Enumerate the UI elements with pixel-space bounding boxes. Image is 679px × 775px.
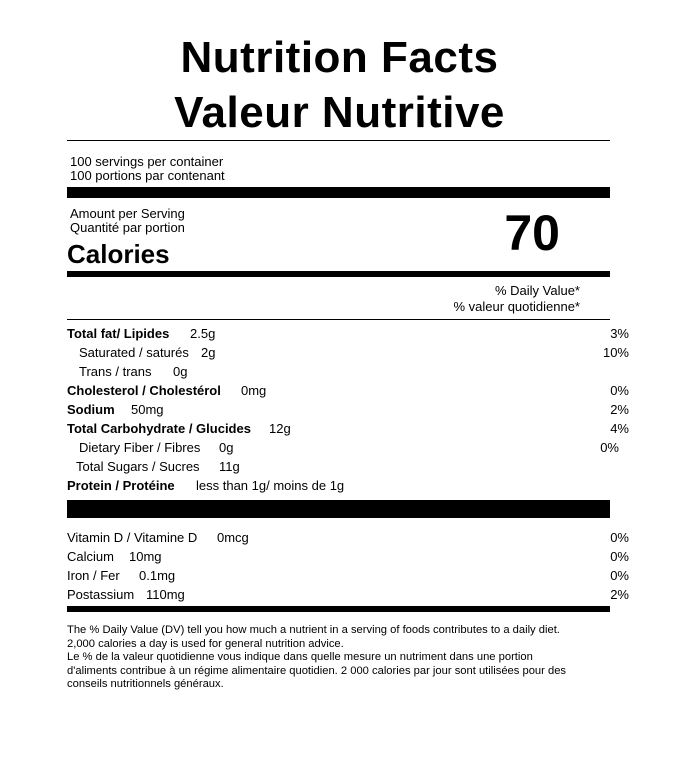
vitamin-percent: 0% (610, 530, 629, 545)
nutrient-percent: 0% (600, 440, 619, 455)
nutrient-amount: 0g (173, 364, 188, 379)
nutrient-row-carbohydrate (67, 419, 629, 438)
footnote-medium-rule (67, 606, 610, 612)
calories-label: Calories (67, 239, 170, 269)
vitamin-row-vitamin-d (67, 528, 629, 547)
vitamin-amount: 0.1mg (139, 568, 176, 583)
nutrient-row-saturated (67, 343, 629, 362)
title-english: Nutrition Facts (180, 33, 499, 82)
vitamin-percent: 0% (610, 549, 629, 564)
footnote (67, 624, 617, 692)
vitamins-thick-rule (67, 500, 610, 518)
footnote-line: The % Daily Value (DV) tell you how much a nutrient in a serving of foods contributes to a daily diet. (67, 624, 560, 636)
footnote-line: conseils nutritionnels généraux. (67, 678, 224, 691)
vitamin-amount: 10mg (129, 549, 162, 564)
nutrient-amount: less than 1g/ moins de 1g (196, 478, 345, 493)
nutrient-row-sodium (67, 400, 629, 419)
nutrient-label: Protein / Protéine (67, 478, 175, 493)
nutrient-label: Total Sugars / Sucres (76, 459, 200, 474)
nutrient-row-protein (67, 476, 610, 495)
nutrient-row-total-fat (67, 324, 629, 343)
vitamin-label: Postassium (67, 587, 135, 602)
vitamin-label: Vitamin D / Vitamine D (67, 530, 198, 545)
footnote-line: 2,000 calories a day is used for general nutrition advice. (67, 637, 344, 650)
vitamin-label: Calcium (67, 549, 114, 564)
nutrient-percent: 3% (610, 326, 629, 341)
top-thin-rule (67, 140, 610, 141)
servings-french: 100 portions par contenant (70, 168, 225, 183)
nutrient-row-fiber (67, 438, 619, 457)
nutrient-label: Sodium (67, 402, 115, 417)
vitamin-label: Iron / Fer (67, 568, 120, 583)
vitamin-row-calcium (67, 547, 629, 566)
vitamin-row-iron (67, 566, 629, 585)
footnote-line: Le % de la valeur quotidienne vous indique dans quelle mesure un nutriment dans une portion (67, 651, 533, 664)
vitamin-row-potassium (67, 585, 629, 604)
nutrient-label: Total fat/ Lipides (67, 326, 170, 341)
vitamin-percent: 2% (610, 587, 629, 602)
nutrient-percent: 4% (610, 421, 629, 436)
nutrient-row-sugars (67, 457, 610, 476)
nutrient-amount: 12g (269, 421, 291, 436)
nutrient-amount: 11g (219, 459, 240, 474)
nutrient-label: Total Carbohydrate / Glucides (67, 421, 251, 436)
nutrient-label: Cholesterol / Cholestérol (67, 383, 221, 398)
daily-value-french: % valeur quotidienne* (453, 299, 580, 314)
amount-per-serving-french: Quantité par portion (70, 220, 185, 235)
servings-english: 100 servings per container (70, 154, 224, 169)
servings-thick-rule (67, 187, 610, 198)
nutrient-amount: 0mg (241, 383, 267, 398)
nutrient-row-trans (67, 362, 610, 381)
calories-medium-rule (67, 271, 610, 277)
nutrient-amount: 50mg (131, 402, 164, 417)
nutrient-row-cholesterol (67, 381, 629, 400)
footnote-line: d'aliments contribue à un régime alimentaire quotidien. 2 000 calories par jour sont utilisées pour des (67, 664, 567, 677)
calories-value: 70 (504, 205, 560, 261)
nutrient-amount: 2g (201, 345, 216, 360)
nutrient-amount: 0g (219, 440, 234, 455)
nutrient-percent: 2% (610, 402, 629, 417)
amount-per-serving-english: Amount per Serving (70, 206, 185, 221)
nutrient-percent: 0% (610, 383, 629, 398)
nutrients-thin-rule (67, 319, 610, 320)
daily-value-english: % Daily Value* (494, 283, 580, 298)
daily-value-header (454, 283, 580, 315)
vitamin-percent: 0% (610, 568, 629, 583)
nutrient-percent: 10% (602, 345, 629, 360)
nutrient-label: Dietary Fiber / Fibres (79, 440, 201, 455)
nutrient-label: Trans / trans (79, 364, 152, 379)
nutrient-amount: 2.5g (190, 326, 216, 341)
title-french: Valeur Nutritive (174, 88, 505, 137)
vitamin-amount: 0mcg (217, 530, 249, 545)
vitamin-amount: 110mg (146, 587, 185, 602)
nutrient-label: Saturated / saturés (79, 345, 189, 360)
